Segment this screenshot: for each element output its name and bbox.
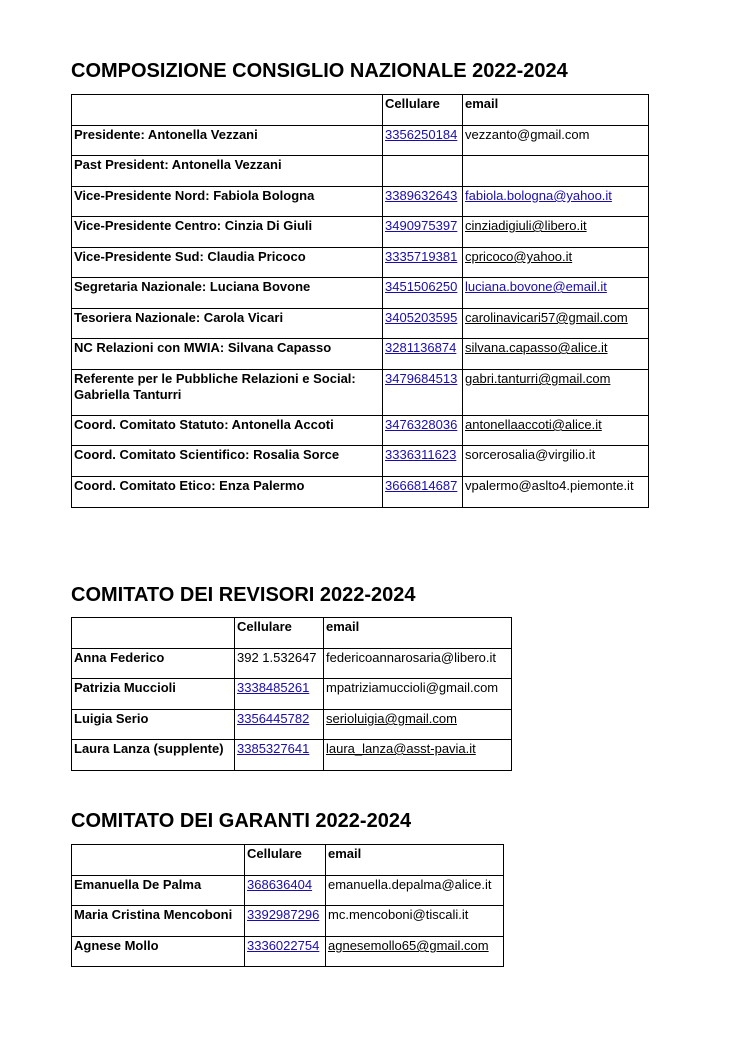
role-cell: Vice-Presidente Nord: Fabiola Bologna	[72, 187, 383, 217]
table-row	[72, 126, 649, 156]
header-email: email	[463, 95, 649, 126]
table-header-row	[72, 845, 504, 876]
phone-link[interactable]: 3392987296	[247, 907, 320, 922]
header-role	[72, 618, 235, 649]
email-link[interactable]: agnesemollo65@gmail.com	[328, 938, 489, 953]
role-cell: Coord. Comitato Scientifico: Rosalia Sorce	[72, 446, 383, 477]
header-role	[72, 95, 383, 126]
revisori-title: COMITATO DEI REVISORI 2022-2024	[71, 584, 416, 606]
role-cell: Luigia Serio	[72, 710, 235, 740]
email-cell: federicoannarosaria@libero.it	[324, 649, 512, 679]
phone-cell	[383, 446, 463, 477]
role-cell: Agnese Mollo	[72, 937, 245, 967]
phone-cell	[383, 477, 463, 508]
email-link[interactable]: carolinavicari57@gmail.com	[465, 310, 628, 325]
phone-link[interactable]: 3356445782	[237, 711, 310, 726]
phone-link[interactable]: 3338485261	[237, 680, 310, 695]
table-row	[72, 446, 649, 477]
email-cell: mc.mencoboni@tiscali.it	[326, 906, 504, 937]
header-phone: Cellulare	[383, 95, 463, 126]
role-cell: Referente per le Pubbliche Relazioni e Social: Gabriella Tanturri	[72, 370, 383, 416]
email-link[interactable]: antonellaaccoti@alice.it	[465, 417, 602, 432]
email-cell	[463, 156, 649, 187]
header-email: email	[326, 845, 504, 876]
garanti-title: COMITATO DEI GARANTI 2022-2024	[71, 810, 412, 832]
phone-link[interactable]: 3389632643	[385, 188, 458, 203]
role-cell: Vice-Presidente Centro: Cinzia Di Giuli	[72, 217, 383, 248]
phone-cell	[383, 126, 463, 156]
table-header-row	[72, 618, 512, 649]
phone-link[interactable]: 3451506250	[385, 279, 458, 294]
phone-cell	[235, 740, 324, 771]
email-cell: emanuella.depalma@alice.it	[326, 876, 504, 906]
email-link[interactable]: fabiola.bologna@yahoo.it	[465, 188, 612, 203]
email-cell	[463, 217, 649, 248]
role-cell: Tesoriera Nazionale: Carola Vicari	[72, 309, 383, 339]
header-role	[72, 845, 245, 876]
table-row	[72, 937, 504, 967]
table-row	[72, 248, 649, 278]
phone-link[interactable]: 3336022754	[247, 938, 320, 953]
email-link[interactable]: silvana.capasso@alice.it	[465, 340, 608, 355]
phone-link[interactable]: 3356250184	[385, 127, 458, 142]
phone-cell	[383, 309, 463, 339]
garanti-table	[71, 844, 504, 967]
phone-link[interactable]: 3385327641	[237, 741, 310, 756]
phone-link[interactable]: 3490975397	[385, 218, 458, 233]
email-cell	[463, 477, 649, 508]
table-row	[72, 679, 512, 710]
email-cell	[463, 339, 649, 370]
phone-cell: 392 1.532647	[235, 649, 324, 679]
email-cell	[463, 370, 649, 416]
email-link[interactable]: gabri.tanturri@gmail.com	[465, 371, 611, 386]
email-link[interactable]: serioluigia@gmail.com	[326, 711, 457, 726]
email-cell: mpatriziamuccioli@gmail.com	[324, 679, 512, 710]
table-row	[72, 278, 649, 309]
phone-cell	[383, 278, 463, 309]
table-row	[72, 710, 512, 740]
email-cell	[463, 278, 649, 309]
role-cell: Segretaria Nazionale: Luciana Bovone	[72, 278, 383, 309]
role-cell: Emanuella De Palma	[72, 876, 245, 906]
email-link[interactable]: cinziadigiuli@libero.it	[465, 218, 587, 233]
email-cell	[326, 937, 504, 967]
phone-cell	[383, 370, 463, 416]
email-cell	[463, 187, 649, 217]
table-row	[72, 740, 512, 771]
table-row	[72, 906, 504, 937]
email-text: vezzanto@gmail.com	[465, 127, 590, 142]
phone-link[interactable]: 3666814687	[385, 478, 458, 493]
phone-cell	[245, 876, 326, 906]
phone-link[interactable]: 3479684513	[385, 371, 458, 386]
email-cell	[324, 710, 512, 740]
email-link[interactable]: laura_lanza@asst-pavia.it	[326, 741, 476, 756]
phone-link[interactable]: 3476328036	[385, 417, 458, 432]
phone-link[interactable]: 3336311623	[385, 447, 457, 462]
table-row	[72, 187, 649, 217]
consiglio-title: COMPOSIZIONE CONSIGLIO NAZIONALE 2022-2024	[71, 60, 568, 82]
email-cell	[324, 740, 512, 771]
role-cell: Vice-Presidente Sud: Claudia Pricoco	[72, 248, 383, 278]
phone-link[interactable]: 368636404	[247, 877, 313, 892]
role-cell: Patrizia Muccioli	[72, 679, 235, 710]
phone-link[interactable]: 3281136874	[385, 340, 457, 355]
role-cell: NC Relazioni con MWIA: Silvana Capasso	[72, 339, 383, 370]
role-cell: Coord. Comitato Statuto: Antonella Accoti	[72, 416, 383, 446]
table-row	[72, 649, 512, 679]
role-cell: Maria Cristina Mencoboni	[72, 906, 245, 937]
phone-cell	[383, 248, 463, 278]
table-row	[72, 416, 649, 446]
header-phone: Cellulare	[235, 618, 324, 649]
revisori-table	[71, 617, 512, 771]
header-email: email	[324, 618, 512, 649]
email-cell	[463, 416, 649, 446]
role-cell: Presidente: Antonella Vezzani	[72, 126, 383, 156]
table-header-row	[72, 95, 649, 126]
role-cell: Laura Lanza (supplente)	[72, 740, 235, 771]
phone-link[interactable]: 3405203595	[385, 310, 458, 325]
phone-cell	[245, 906, 326, 937]
table-row	[72, 217, 649, 248]
table-row	[72, 309, 649, 339]
table-row	[72, 370, 649, 416]
email-cell	[463, 126, 649, 156]
email-cell	[463, 309, 649, 339]
table-row	[72, 156, 649, 187]
table-row	[72, 339, 649, 370]
email-text: sorcerosalia@virgilio.it	[465, 447, 596, 462]
email-link[interactable]: cpricoco@yahoo.it	[465, 249, 573, 264]
header-phone: Cellulare	[245, 845, 326, 876]
email-cell	[463, 446, 649, 477]
role-cell: Anna Federico	[72, 649, 235, 679]
phone-cell	[383, 217, 463, 248]
role-cell: Coord. Comitato Etico: Enza Palermo	[72, 477, 383, 508]
phone-cell	[383, 187, 463, 217]
email-link[interactable]: luciana.bovone@email.it	[465, 279, 607, 294]
phone-cell	[383, 339, 463, 370]
phone-cell	[383, 416, 463, 446]
role-cell: Past President: Antonella Vezzani	[72, 156, 383, 187]
phone-cell	[235, 679, 324, 710]
table-row	[72, 876, 504, 906]
phone-link[interactable]: 3335719381	[385, 249, 458, 264]
consiglio-table	[71, 94, 649, 508]
table-row	[72, 477, 649, 508]
phone-cell	[245, 937, 326, 967]
phone-cell	[235, 710, 324, 740]
phone-cell	[383, 156, 463, 187]
email-cell	[463, 248, 649, 278]
email-text: vpalermo@aslto4.piemonte.it	[465, 478, 634, 493]
